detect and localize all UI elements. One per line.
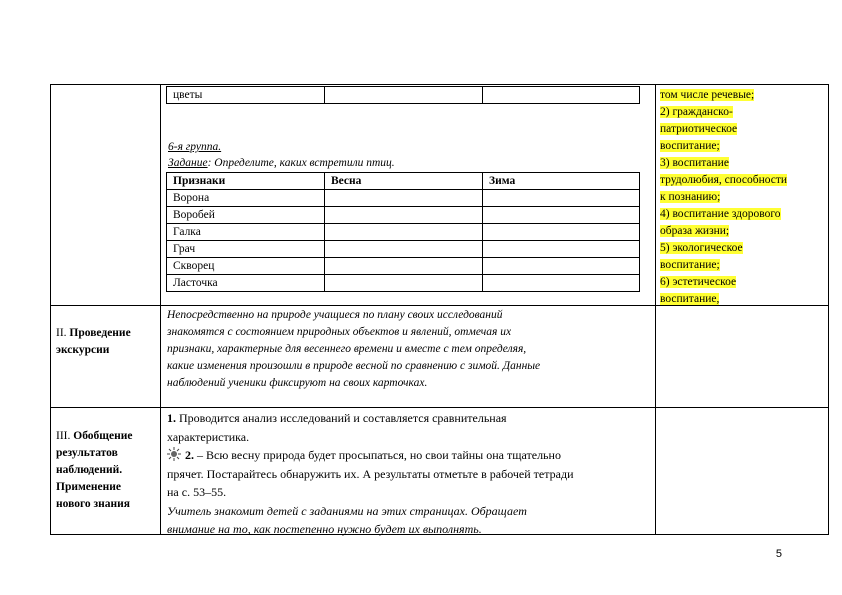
text-line: характеристика. bbox=[167, 429, 250, 444]
table-header-row bbox=[167, 173, 640, 190]
page-number: 5 bbox=[775, 548, 782, 560]
task-line bbox=[168, 155, 395, 172]
text-line: какие изменения произошли в природе весной по сравнению с зимой. Данные bbox=[167, 360, 541, 372]
section-number: III. bbox=[56, 430, 74, 442]
bird-name: Ласточка bbox=[167, 275, 325, 292]
table-row-divider-2 bbox=[50, 407, 829, 408]
section-2-text bbox=[167, 307, 540, 392]
table-row bbox=[167, 190, 640, 207]
table-cell bbox=[483, 224, 640, 241]
text-line: Непосредственно на природе учащиеся по плану своих исследований bbox=[167, 309, 503, 321]
bird-name: Скворец bbox=[167, 258, 325, 275]
table-row bbox=[167, 207, 640, 224]
table-cell bbox=[483, 258, 640, 275]
section-title-rest: экскурсии bbox=[56, 344, 110, 356]
list-item: 4) воспитание здорового bbox=[660, 208, 781, 220]
birds-table bbox=[166, 172, 640, 292]
list-item: воспитание, bbox=[660, 293, 720, 305]
list-item: 6) эстетическое bbox=[660, 276, 737, 288]
table-border-left bbox=[50, 84, 51, 534]
flowers-table bbox=[166, 86, 640, 104]
table-row bbox=[167, 241, 640, 258]
upbringing-list bbox=[660, 87, 787, 308]
text-line: на с. 53–55. bbox=[167, 485, 227, 499]
list-item: воспитание; bbox=[660, 259, 720, 271]
bird-name: Воробей bbox=[167, 207, 325, 224]
sparkle-icon bbox=[167, 447, 181, 461]
bird-name: Галка bbox=[167, 224, 325, 241]
section-title-line: наблюдений. bbox=[56, 464, 123, 476]
text-line: наблюдений ученики фиксируют на своих карточках. bbox=[167, 377, 428, 389]
table-border-right bbox=[828, 84, 829, 534]
section-title-line: Применение bbox=[56, 481, 121, 493]
bird-name: Ворона bbox=[167, 190, 325, 207]
text-line: знакомятся с состоянием природных объектов и явлений, отмечая их bbox=[167, 326, 512, 338]
text-line: признаки, характерные для весеннего времени и вместе с тем определяя, bbox=[167, 343, 527, 355]
section-title-line: результатов bbox=[56, 447, 118, 459]
column-header: Признаки bbox=[167, 173, 325, 190]
section-number: II. bbox=[56, 327, 70, 339]
table-cell bbox=[325, 207, 483, 224]
list-item: 5) экологическое bbox=[660, 242, 743, 254]
table-row bbox=[167, 275, 640, 292]
table-cell bbox=[483, 275, 640, 292]
text-line: прячет. Постарайтесь обнаружить их. А результаты отметьте в рабочей тетради bbox=[167, 466, 574, 481]
table-row bbox=[167, 258, 640, 275]
table-cell bbox=[483, 241, 640, 258]
list-item: к познанию; bbox=[660, 191, 721, 203]
item-number: 2. bbox=[185, 448, 194, 462]
text-line: – Всю весну природа будет просыпаться, но свои тайны она тщательно bbox=[194, 448, 561, 462]
table-cell bbox=[483, 87, 640, 104]
item-number: 1. bbox=[167, 411, 176, 425]
text-line: внимание на то, как постепенно нужно будет их выполнять. bbox=[167, 522, 482, 536]
section-3-text bbox=[167, 409, 574, 539]
list-item: 3) воспитание bbox=[660, 157, 729, 169]
section-2-title bbox=[56, 325, 158, 359]
table-cell bbox=[483, 207, 640, 224]
section-3-title bbox=[56, 428, 158, 513]
list-item: патриотическое bbox=[660, 123, 738, 135]
column-header: Зима bbox=[483, 173, 640, 190]
list-item: том числе речевые; bbox=[660, 89, 755, 101]
table-row bbox=[167, 224, 640, 241]
table-cell bbox=[325, 190, 483, 207]
table-border-top bbox=[50, 84, 829, 85]
table-cell: цветы bbox=[167, 87, 325, 104]
list-item: трудолюбия, способности bbox=[660, 174, 788, 186]
table-border-col1 bbox=[160, 84, 161, 534]
bird-name: Грач bbox=[167, 241, 325, 258]
group-title: 6-я группа. bbox=[168, 141, 222, 153]
list-item: 2) гражданско- bbox=[660, 106, 733, 118]
text-line: Учитель знакомит детей с заданиями на этих страницах. Обращает bbox=[167, 503, 527, 518]
task-label: Задание bbox=[168, 157, 208, 169]
section-title-bold: Проведение bbox=[69, 327, 131, 339]
list-item: воспитание; bbox=[660, 140, 720, 152]
section-title-line: Обобщение bbox=[73, 430, 133, 442]
table-border-col2 bbox=[655, 84, 656, 534]
text-line: Проводится анализ исследований и составляется сравнительная bbox=[176, 411, 507, 425]
table-cell bbox=[325, 241, 483, 258]
column-header: Весна bbox=[325, 173, 483, 190]
table-row bbox=[167, 87, 640, 104]
table-cell bbox=[325, 224, 483, 241]
table-cell bbox=[325, 258, 483, 275]
list-item: образа жизни; bbox=[660, 225, 730, 237]
table-cell bbox=[325, 87, 483, 104]
table-cell bbox=[483, 190, 640, 207]
table-cell bbox=[325, 275, 483, 292]
task-text: : Определите, каких встретили птиц. bbox=[207, 157, 395, 169]
section-title-line: нового знания bbox=[56, 498, 131, 510]
